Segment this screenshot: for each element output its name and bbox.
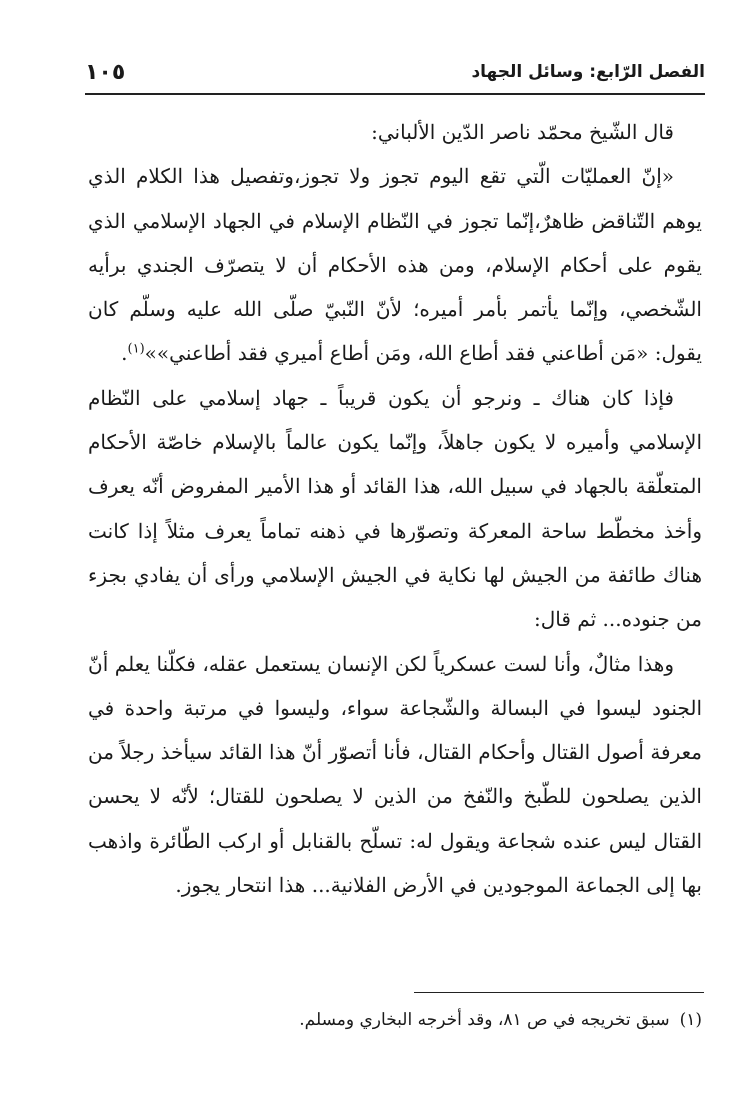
footnote	[88, 1006, 702, 1034]
running-head	[85, 60, 705, 92]
page-number: ١٠٥	[85, 60, 126, 85]
quote-paragraph	[88, 154, 702, 375]
paragraph-2: فإذا كان هناك ـ ونرجو أن يكون قريباً ـ جهاد إسلامي على النّظام الإسلامي وأميره لا يكون جاهلاً، وإنّما يكون عالماً بالإسلام خاصّة الأحكام المتعلّقة بالجهاد في سبيل الله، هذا القائد أو هذا الأمير المفروض أنّه يعرف وأخذ مخطّط ساحة المعركة وتصوّرها في ذهنه تماماً يعرف مثلاً إذا كانت هناك طائفة من الجيش لها نكاية في الجيش الإسلامي ورأى أن يفادي بجزء من جنوده... ثم قال:	[88, 385, 702, 632]
footnote-text: سبق تخريجه في ص ٨١، وقد أخرجه البخاري ومسلم.	[299, 1010, 670, 1030]
quote-text: «إنّ العمليّات الّتي تقع اليوم تجوز ولا تجوز،وتفصيل هذا الكلام الذي يوهم التّناقض ظاهرٌ،إنّما تجوز في النّظام الإسلام في الجهاد الإسلامي الذي يقوم على أحكام الإسلام، ومن هذه الأحكام أن لا يتصرّف الجندي برأيه الشّخصي، وإنّما يأتمر بأمر أميره؛ لأنّ النّبيّ صلّى الله عليه وسلّم كان يقول: «مَن أطاعني فقد أطاع الله، ومَن أطاع أميري فقد أطاعني»»	[88, 164, 702, 366]
header-rule	[85, 93, 705, 95]
main-text	[88, 110, 702, 907]
footnote-reference[interactable]: (١)	[127, 341, 145, 357]
chapter-title: الفصل الرّابع: وسائل الجهاد	[471, 62, 705, 82]
intro-line: قال الشّيخ محمّد ناصر الدّين الألباني:	[371, 120, 674, 144]
quote-end-mark: .	[121, 341, 128, 366]
footnote-rule	[414, 992, 704, 993]
paragraph-3: وهذا مثالٌ، وأنا لست عسكرياً لكن الإنسان يستعمل عقله، فكلّنا يعلم أنّ الجنود ليسوا في البسالة والشّجاعة سواء، وليسوا في مرتبة واحدة في معرفة أصول القتال وأحكام القتال، فأنا أتصوّر أنّ هذا القائد سيأخذ رجلاً من الذين يصلحون للطّبخ والنّفخ من الذين لا يصلحون للقتال؛ لأنّه لا يحسن القتال ليس عنده شجاعة ويقول له: تسلّح بالقنابل أو اركب الطّائرة واذهب بها إلى الجماعة الموجودين في الأرض الفلانية... هذا انتحار يجوز.	[88, 651, 702, 898]
footnote-marker: (١)	[679, 1010, 702, 1030]
